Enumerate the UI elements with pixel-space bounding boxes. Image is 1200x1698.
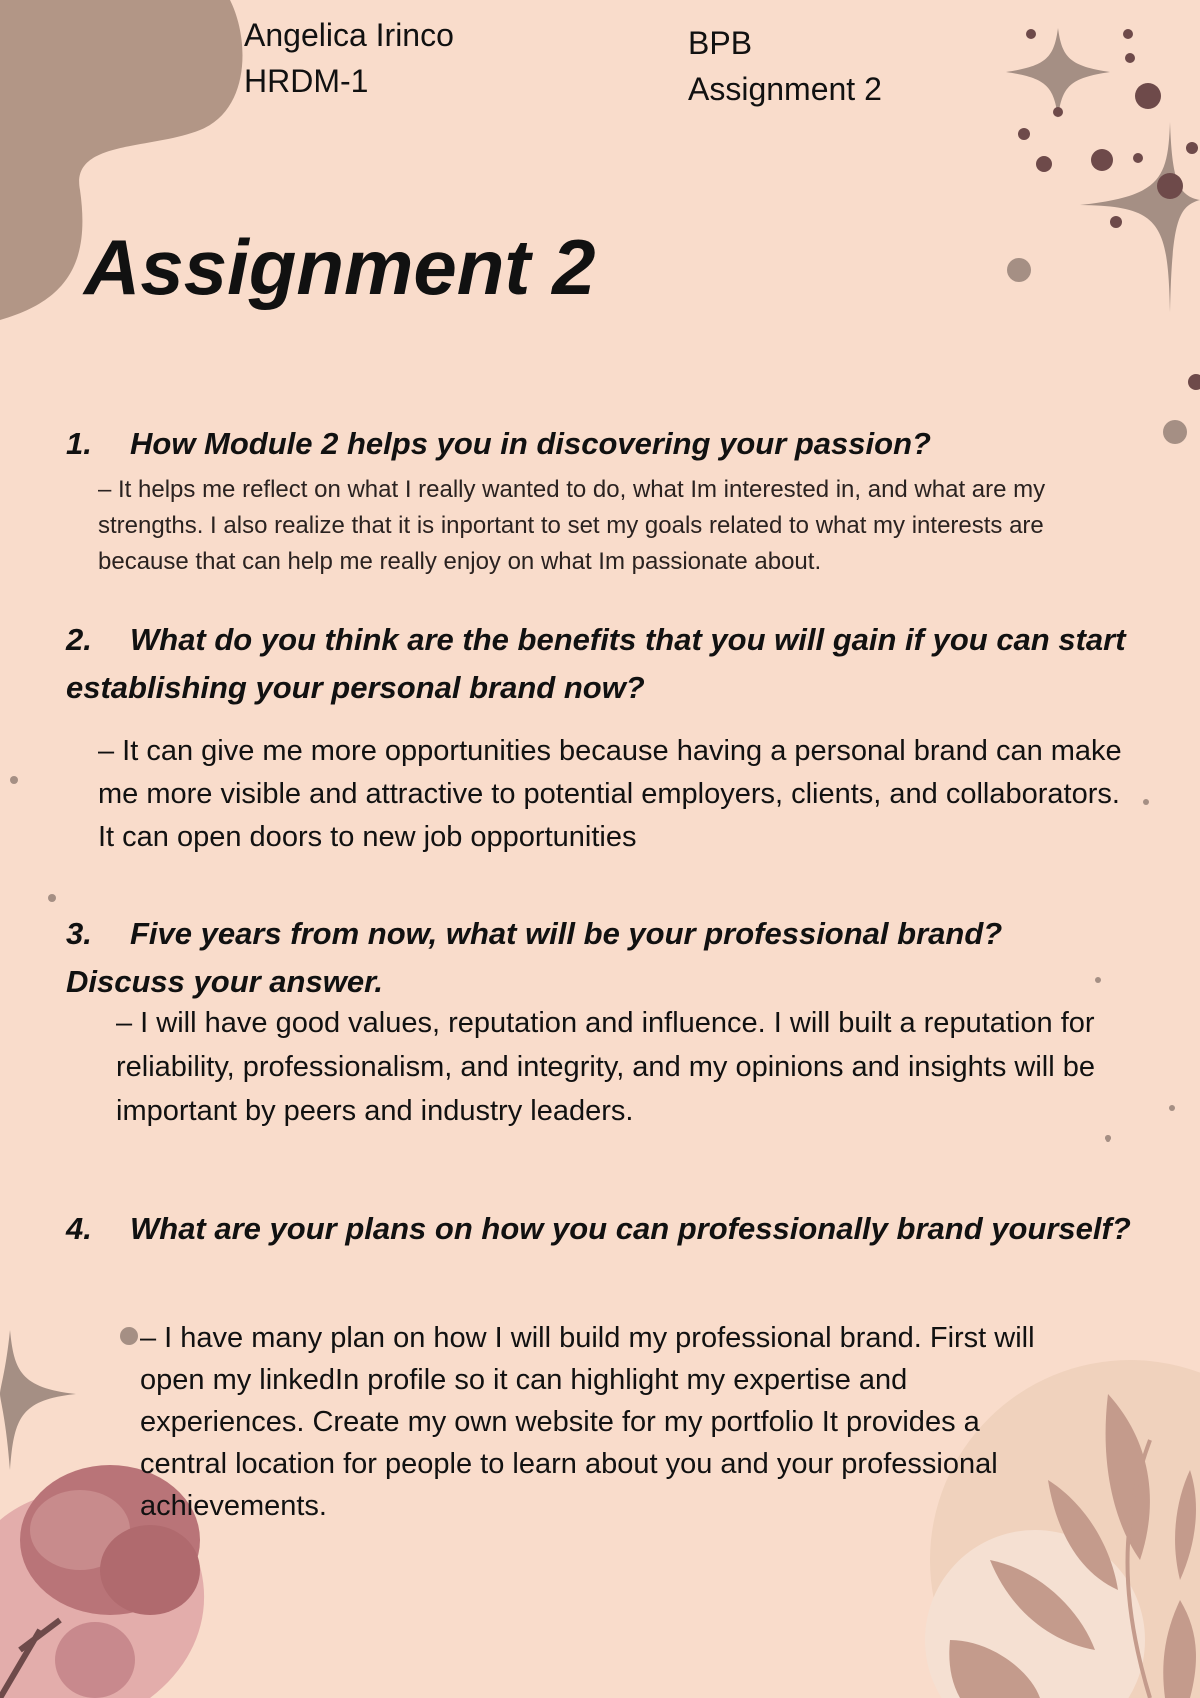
question-number: 2. [66,622,92,657]
answer-4 [140,1317,1040,1527]
sparkle-dot [1163,420,1187,444]
question-text: What do you think are the benefits that you will gain if you can start establishing your personal brand now? [66,622,1126,705]
answer-3: – I will have good values, reputation and influence. I will built a reputation for reliability, professionalism, and integrity, and my opinions and insights will be important by peers and industry leaders. [116,1007,1095,1127]
answer-1: – It helps me reflect on what I really wanted to do, what Im interested in, and what are my strengths. I also realize that it is inportant to set my goals related to what my interests are because that can help me really enjoy on what Im passionate about. [98,476,1046,575]
assignment-label: Assignment 2 [688,71,882,107]
answer-2: – It can give me more opportunities because having a personal brand can make me more visible and attractive to potential employers, clients, and collaborators. It can open doors to new job opportunities [98,735,1122,853]
answer-text: – I have many plan on how I will build my professional brand. First will open my linkedIn profile so it can highlight my expertise and experiences. Create my own website for my portfolio It provides a central location for people to learn about you and your professional achievements. [140,1322,1035,1522]
question-3 [66,910,1126,1006]
question-1 [66,420,1146,468]
question-number: 1. [66,426,92,461]
page-title: Assignment 2 [84,223,596,311]
bullet-icon [120,1327,138,1345]
question-2 [66,616,1126,712]
question-number: 4. [66,1211,92,1246]
sparkle-icon [1006,28,1110,118]
question-text: What are your plans on how you can professionally brand yourself? [130,1211,1131,1246]
course-info [688,20,882,112]
sparkle-icon [0,1330,76,1470]
student-section: HRDM-1 [244,63,369,99]
question-text: Five years from now, what will be your professional brand? Discuss your answer. [66,916,1003,999]
student-name: Angelica Irinco [244,17,454,53]
question-number: 3. [66,916,92,951]
sparkle-dot [1007,258,1031,282]
student-info [244,12,454,104]
question-4 [66,1205,1156,1253]
course-code: BPB [688,25,753,61]
question-text: How Module 2 helps you in discovering your passion? [130,426,931,461]
